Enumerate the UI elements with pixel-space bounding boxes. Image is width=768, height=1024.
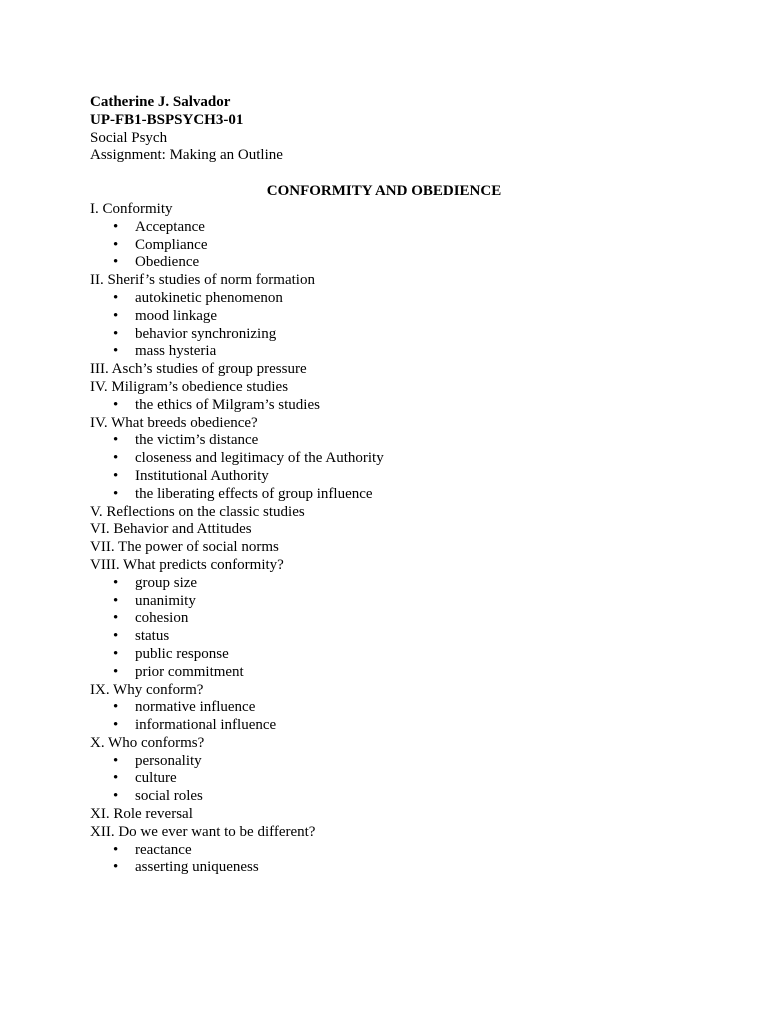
outline-section (90, 201, 680, 272)
bullet-text: mood linkage (135, 307, 218, 324)
assignment-label: Assignment: Making an Outline (90, 147, 283, 164)
bullet-text: the liberating effects of group influence (135, 485, 373, 502)
section-heading: IX. Why conform? (90, 681, 204, 698)
bullet-icon: • (113, 218, 119, 235)
bullet-icon: • (113, 699, 119, 716)
outline-section (90, 361, 680, 379)
section-heading: I. Conformity (90, 200, 173, 217)
outline-bullet-item (90, 699, 680, 717)
outline-bullet-item (90, 254, 680, 272)
outline-bullet-item (90, 308, 680, 326)
section-heading: VIII. What predicts conformity? (90, 556, 284, 573)
bullet-icon: • (113, 645, 119, 662)
outline-bullet-item (90, 237, 680, 255)
bullet-icon: • (113, 574, 119, 591)
bullet-icon: • (113, 432, 119, 449)
outline-bullet-item (90, 486, 680, 504)
bullet-icon: • (113, 485, 119, 502)
outline (90, 201, 680, 877)
bullet-text: Institutional Authority (135, 467, 269, 484)
outline-section (90, 735, 680, 806)
outline-section (90, 504, 680, 522)
bullet-icon: • (113, 841, 119, 858)
outline-bullet-item (90, 646, 680, 664)
outline-bullet-item (90, 628, 680, 646)
bullet-icon: • (113, 610, 119, 627)
bullet-text: reactance (135, 841, 192, 858)
bullet-icon: • (113, 628, 119, 645)
outline-bullet-item (90, 610, 680, 628)
outline-bullet-item (90, 753, 680, 771)
document-page (90, 94, 680, 877)
outline-bullet-item (90, 859, 680, 877)
bullet-icon: • (113, 752, 119, 769)
bullet-text: unanimity (135, 592, 196, 609)
subject-name: Social Psych (90, 129, 168, 146)
outline-bullet-item (90, 842, 680, 860)
bullet-icon: • (113, 396, 119, 413)
outline-bullet-item (90, 593, 680, 611)
bullet-text: Obedience (135, 254, 200, 271)
bullet-text: prior commitment (135, 663, 244, 680)
outline-section (90, 539, 680, 557)
bullet-icon: • (113, 289, 119, 306)
bullet-icon: • (113, 236, 119, 253)
section-heading: VII. The power of social norms (90, 539, 279, 556)
outline-bullet-item (90, 770, 680, 788)
bullet-icon: • (113, 450, 119, 467)
outline-section (90, 824, 680, 877)
outline-bullet-item (90, 219, 680, 237)
bullet-icon: • (113, 592, 119, 609)
bullet-icon: • (113, 859, 119, 876)
section-heading: II. Sherif’s studies of norm formation (90, 272, 315, 289)
bullet-icon: • (113, 307, 119, 324)
outline-bullet-item (90, 397, 680, 415)
bullet-icon: • (113, 717, 119, 734)
outline-section (90, 806, 680, 824)
bullet-text: culture (135, 770, 177, 787)
bullet-text: closeness and legitimacy of the Authority (135, 450, 384, 467)
section-heading: V. Reflections on the classic studies (90, 503, 305, 520)
outline-bullet-item (90, 717, 680, 735)
section-heading: XI. Role reversal (90, 806, 193, 823)
bullet-icon: • (113, 788, 119, 805)
outline-bullet-item (90, 450, 680, 468)
section-code: UP-FB1-BSPSYCH3-01 (90, 111, 244, 128)
bullet-icon: • (113, 770, 119, 787)
outline-bullet-item (90, 788, 680, 806)
bullet-text: public response (135, 645, 229, 662)
outline-bullet-item (90, 468, 680, 486)
section-heading: III. Asch’s studies of group pressure (90, 361, 307, 378)
bullet-text: asserting uniqueness (135, 859, 259, 876)
bullet-text: mass hysteria (135, 343, 217, 360)
bullet-text: Acceptance (135, 218, 205, 235)
bullet-icon: • (113, 663, 119, 680)
bullet-text: personality (135, 752, 202, 769)
outline-section (90, 415, 680, 504)
bullet-text: autokinetic phenomenon (135, 289, 283, 306)
bullet-text: normative influence (135, 699, 256, 716)
bullet-icon: • (113, 325, 119, 342)
section-heading: VI. Behavior and Attitudes (90, 521, 252, 538)
bullet-text: group size (135, 574, 198, 591)
section-heading: X. Who conforms? (90, 734, 205, 751)
author-name: Catherine J. Salvador (90, 94, 231, 110)
document-title: CONFORMITY AND OBEDIENCE (266, 183, 502, 200)
bullet-icon: • (113, 467, 119, 484)
section-heading: IV. Miligram’s obedience studies (90, 378, 289, 395)
section-heading: XII. Do we ever want to be different? (90, 823, 316, 840)
bullet-text: the victim’s distance (135, 432, 259, 449)
section-heading: IV. What breeds obedience? (90, 414, 258, 431)
outline-bullet-item (90, 575, 680, 593)
outline-bullet-item (90, 432, 680, 450)
outline-bullet-item (90, 290, 680, 308)
outline-bullet-item (90, 343, 680, 361)
bullet-text: Compliance (135, 236, 208, 253)
outline-bullet-item (90, 664, 680, 682)
outline-section (90, 521, 680, 539)
bullet-text: informational influence (135, 717, 277, 734)
outline-section (90, 557, 680, 682)
bullet-text: status (135, 628, 170, 645)
outline-section (90, 682, 680, 735)
bullet-icon: • (113, 343, 119, 360)
bullet-text: behavior synchronizing (135, 325, 277, 342)
outline-section (90, 379, 680, 415)
outline-section (90, 272, 680, 361)
bullet-text: social roles (135, 788, 203, 805)
bullet-icon: • (113, 254, 119, 271)
bullet-text: the ethics of Milgram’s studies (135, 396, 320, 413)
outline-bullet-item (90, 326, 680, 344)
bullet-text: cohesion (135, 610, 189, 627)
